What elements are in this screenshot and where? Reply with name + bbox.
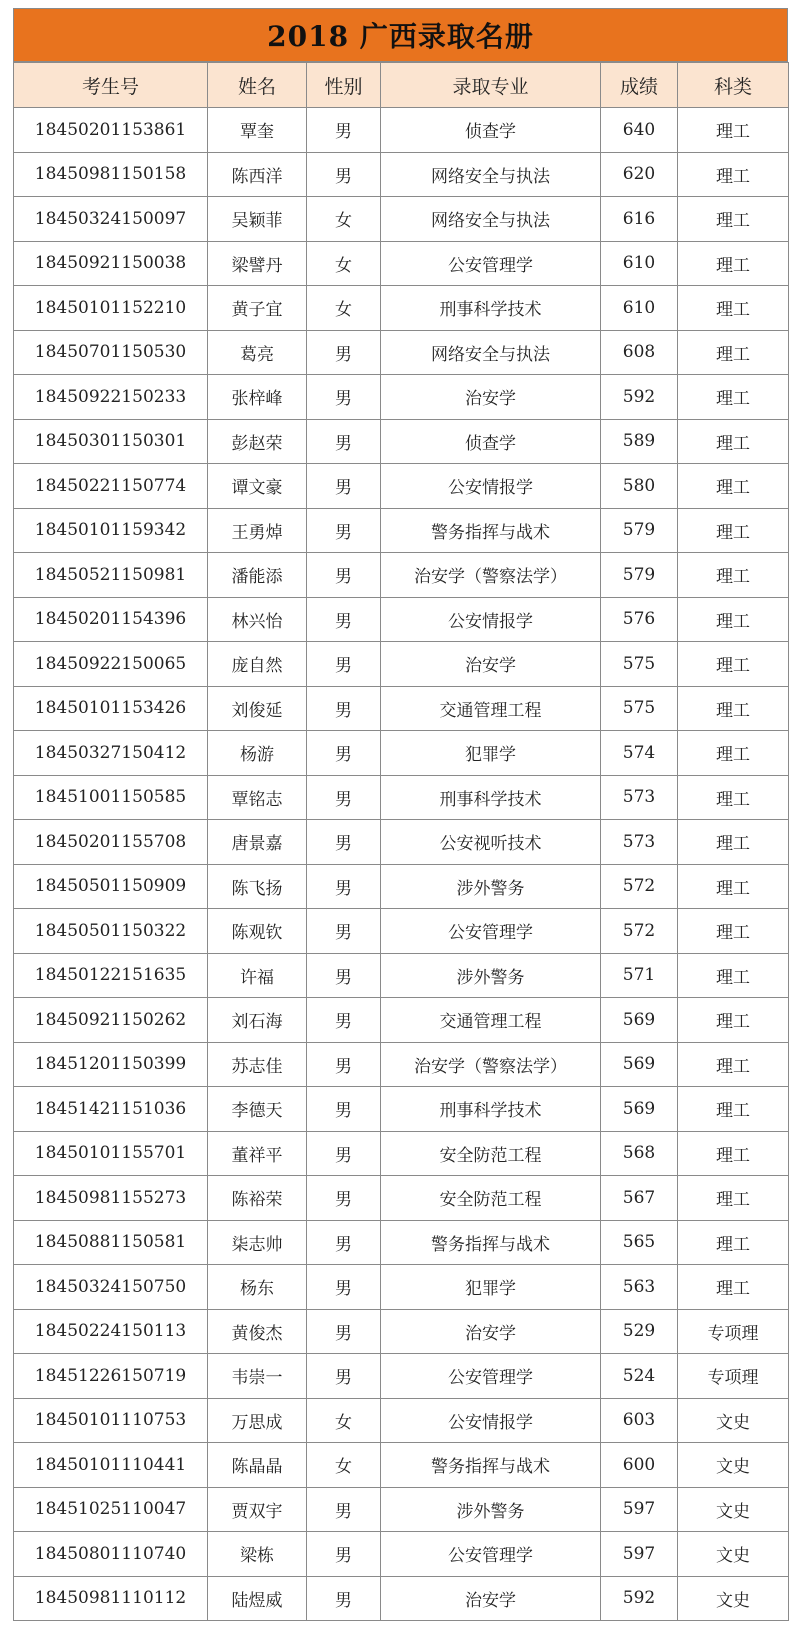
table-row — [14, 1532, 789, 1577]
column-header-category: 科类 — [678, 63, 789, 108]
cell-gender: 男 — [307, 597, 381, 642]
cell-category: 理工 — [678, 864, 789, 909]
cell-name: 董祥平 — [208, 1131, 307, 1176]
cell-exam-id: 18450324150750 — [14, 1265, 208, 1310]
table-row — [14, 953, 789, 998]
cell-category: 理工 — [678, 642, 789, 687]
cell-score: 579 — [601, 553, 678, 598]
cell-score: 597 — [601, 1487, 678, 1532]
table-row — [14, 731, 789, 776]
cell-category: 文史 — [678, 1487, 789, 1532]
cell-gender: 男 — [307, 508, 381, 553]
cell-exam-id: 18450922150233 — [14, 375, 208, 420]
cell-gender: 男 — [307, 998, 381, 1043]
cell-gender: 男 — [307, 1220, 381, 1265]
cell-name: 梁譬丹 — [208, 241, 307, 286]
cell-exam-id: 18451226150719 — [14, 1354, 208, 1399]
table-row — [14, 998, 789, 1043]
cell-score: 592 — [601, 375, 678, 420]
cell-exam-id: 18450101152210 — [14, 286, 208, 331]
cell-category: 专项理 — [678, 1354, 789, 1399]
cell-name: 陈观钦 — [208, 909, 307, 954]
cell-major: 侦查学 — [381, 419, 601, 464]
cell-category: 理工 — [678, 731, 789, 776]
cell-exam-id: 18450221150774 — [14, 464, 208, 509]
cell-major: 公安情报学 — [381, 464, 601, 509]
table-row — [14, 597, 789, 642]
cell-major: 治安学（警察法学） — [381, 553, 601, 598]
cell-category: 理工 — [678, 1087, 789, 1132]
cell-category: 理工 — [678, 909, 789, 954]
cell-name: 潘能添 — [208, 553, 307, 598]
cell-major: 警务指挥与战术 — [381, 508, 601, 553]
cell-exam-id: 18450922150065 — [14, 642, 208, 687]
cell-exam-id: 18450101110441 — [14, 1443, 208, 1488]
cell-major: 治安学 — [381, 375, 601, 420]
column-header-gender: 性别 — [307, 63, 381, 108]
cell-exam-id: 18451001150585 — [14, 775, 208, 820]
table-row — [14, 419, 789, 464]
header-row — [14, 63, 789, 108]
cell-score: 567 — [601, 1176, 678, 1221]
cell-major: 侦查学 — [381, 108, 601, 153]
cell-category: 文史 — [678, 1532, 789, 1577]
column-header-score: 成绩 — [601, 63, 678, 108]
cell-major: 犯罪学 — [381, 731, 601, 776]
cell-score: 603 — [601, 1398, 678, 1443]
cell-score: 569 — [601, 998, 678, 1043]
column-header-exam-id: 考生号 — [14, 63, 208, 108]
table-row — [14, 286, 789, 331]
cell-gender: 男 — [307, 1309, 381, 1354]
cell-major: 网络安全与执法 — [381, 152, 601, 197]
cell-major: 交通管理工程 — [381, 686, 601, 731]
cell-major: 警务指挥与战术 — [381, 1220, 601, 1265]
cell-score: 568 — [601, 1131, 678, 1176]
cell-category: 理工 — [678, 419, 789, 464]
cell-score: 579 — [601, 508, 678, 553]
cell-exam-id: 18450701150530 — [14, 330, 208, 375]
cell-major: 网络安全与执法 — [381, 330, 601, 375]
cell-exam-id: 18450101159342 — [14, 508, 208, 553]
cell-category: 文史 — [678, 1443, 789, 1488]
table-row — [14, 1398, 789, 1443]
table-row — [14, 1443, 789, 1488]
cell-category: 理工 — [678, 1176, 789, 1221]
page-title: 2018 广西录取名册 — [267, 20, 534, 53]
cell-score: 569 — [601, 1087, 678, 1132]
cell-major: 安全防范工程 — [381, 1131, 601, 1176]
cell-category: 理工 — [678, 820, 789, 865]
cell-category: 文史 — [678, 1576, 789, 1621]
cell-gender: 男 — [307, 909, 381, 954]
cell-score: 529 — [601, 1309, 678, 1354]
cell-name: 许福 — [208, 953, 307, 998]
cell-gender: 男 — [307, 1087, 381, 1132]
cell-exam-id: 18450521150981 — [14, 553, 208, 598]
table-body — [14, 108, 789, 1621]
cell-exam-id: 18450501150909 — [14, 864, 208, 909]
cell-score: 572 — [601, 864, 678, 909]
cell-gender: 男 — [307, 330, 381, 375]
cell-score: 576 — [601, 597, 678, 642]
cell-name: 苏志佳 — [208, 1042, 307, 1087]
cell-gender: 女 — [307, 241, 381, 286]
cell-exam-id: 18450201153861 — [14, 108, 208, 153]
table-row — [14, 1265, 789, 1310]
cell-category: 理工 — [678, 1131, 789, 1176]
cell-major: 涉外警务 — [381, 864, 601, 909]
cell-major: 交通管理工程 — [381, 998, 601, 1043]
cell-name: 陈西洋 — [208, 152, 307, 197]
cell-gender: 男 — [307, 375, 381, 420]
cell-gender: 男 — [307, 152, 381, 197]
cell-name: 王勇焯 — [208, 508, 307, 553]
table-row — [14, 1354, 789, 1399]
table-row — [14, 1220, 789, 1265]
column-header-name: 姓名 — [208, 63, 307, 108]
cell-name: 刘俊延 — [208, 686, 307, 731]
cell-score: 569 — [601, 1042, 678, 1087]
table-row — [14, 197, 789, 242]
table-row — [14, 152, 789, 197]
cell-score: 574 — [601, 731, 678, 776]
cell-score: 616 — [601, 197, 678, 242]
cell-major: 治安学 — [381, 642, 601, 687]
table-row — [14, 553, 789, 598]
cell-gender: 男 — [307, 1131, 381, 1176]
cell-major: 公安情报学 — [381, 1398, 601, 1443]
cell-major: 涉外警务 — [381, 1487, 601, 1532]
cell-name: 陈晶晶 — [208, 1443, 307, 1488]
cell-gender: 女 — [307, 1398, 381, 1443]
cell-score: 580 — [601, 464, 678, 509]
cell-category: 文史 — [678, 1398, 789, 1443]
cell-major: 犯罪学 — [381, 1265, 601, 1310]
cell-name: 黄俊杰 — [208, 1309, 307, 1354]
cell-gender: 女 — [307, 197, 381, 242]
cell-major: 公安管理学 — [381, 1532, 601, 1577]
cell-category: 理工 — [678, 108, 789, 153]
cell-exam-id: 18451421151036 — [14, 1087, 208, 1132]
cell-gender: 男 — [307, 686, 381, 731]
title-bar — [13, 8, 788, 62]
cell-name: 覃铭志 — [208, 775, 307, 820]
cell-score: 573 — [601, 820, 678, 865]
table-row — [14, 375, 789, 420]
cell-exam-id: 18450981150158 — [14, 152, 208, 197]
cell-name: 吴颖菲 — [208, 197, 307, 242]
cell-category: 理工 — [678, 286, 789, 331]
cell-major: 公安情报学 — [381, 597, 601, 642]
cell-gender: 女 — [307, 286, 381, 331]
cell-score: 572 — [601, 909, 678, 954]
table-row — [14, 820, 789, 865]
table-row — [14, 775, 789, 820]
cell-exam-id: 18450501150322 — [14, 909, 208, 954]
table-row — [14, 108, 789, 153]
cell-category: 理工 — [678, 241, 789, 286]
cell-major: 网络安全与执法 — [381, 197, 601, 242]
cell-category: 理工 — [678, 1042, 789, 1087]
cell-exam-id: 18450981155273 — [14, 1176, 208, 1221]
cell-name: 陈裕荣 — [208, 1176, 307, 1221]
cell-major: 安全防范工程 — [381, 1176, 601, 1221]
cell-gender: 男 — [307, 1265, 381, 1310]
cell-name: 万思成 — [208, 1398, 307, 1443]
cell-gender: 男 — [307, 642, 381, 687]
cell-score: 610 — [601, 241, 678, 286]
table-row — [14, 508, 789, 553]
cell-major: 公安管理学 — [381, 909, 601, 954]
cell-score: 608 — [601, 330, 678, 375]
cell-exam-id: 18450201155708 — [14, 820, 208, 865]
cell-exam-id: 18450921150262 — [14, 998, 208, 1043]
column-header-major: 录取专业 — [381, 63, 601, 108]
cell-gender: 男 — [307, 953, 381, 998]
cell-gender: 男 — [307, 775, 381, 820]
cell-gender: 男 — [307, 731, 381, 776]
cell-major: 公安视听技术 — [381, 820, 601, 865]
cell-score: 565 — [601, 1220, 678, 1265]
cell-score: 524 — [601, 1354, 678, 1399]
cell-score: 620 — [601, 152, 678, 197]
cell-score: 571 — [601, 953, 678, 998]
cell-name: 陈飞扬 — [208, 864, 307, 909]
cell-exam-id: 18450981110112 — [14, 1576, 208, 1621]
cell-major: 治安学 — [381, 1576, 601, 1621]
cell-gender: 男 — [307, 1576, 381, 1621]
cell-exam-id: 18451201150399 — [14, 1042, 208, 1087]
cell-major: 公安管理学 — [381, 1354, 601, 1399]
cell-gender: 男 — [307, 820, 381, 865]
cell-category: 理工 — [678, 375, 789, 420]
cell-category: 理工 — [678, 197, 789, 242]
cell-exam-id: 18450301150301 — [14, 419, 208, 464]
cell-gender: 男 — [307, 108, 381, 153]
cell-category: 理工 — [678, 686, 789, 731]
cell-category: 理工 — [678, 508, 789, 553]
table-row — [14, 909, 789, 954]
cell-exam-id: 18450201154396 — [14, 597, 208, 642]
cell-exam-id: 18451025110047 — [14, 1487, 208, 1532]
cell-category: 理工 — [678, 1220, 789, 1265]
table-row — [14, 1042, 789, 1087]
cell-gender: 男 — [307, 553, 381, 598]
table-row — [14, 330, 789, 375]
cell-category: 理工 — [678, 998, 789, 1043]
cell-gender: 男 — [307, 1176, 381, 1221]
cell-exam-id: 18450122151635 — [14, 953, 208, 998]
cell-category: 理工 — [678, 1265, 789, 1310]
cell-name: 陆煜威 — [208, 1576, 307, 1621]
cell-name: 张梓峰 — [208, 375, 307, 420]
cell-name: 贾双宇 — [208, 1487, 307, 1532]
table-row — [14, 1131, 789, 1176]
cell-category: 理工 — [678, 330, 789, 375]
cell-exam-id: 18450101153426 — [14, 686, 208, 731]
table-header — [14, 63, 789, 108]
table-row — [14, 1176, 789, 1221]
cell-major: 刑事科学技术 — [381, 286, 601, 331]
table-row — [14, 642, 789, 687]
table-row — [14, 464, 789, 509]
cell-score: 575 — [601, 642, 678, 687]
cell-gender: 男 — [307, 1354, 381, 1399]
cell-exam-id: 18450881150581 — [14, 1220, 208, 1265]
cell-category: 专项理 — [678, 1309, 789, 1354]
cell-gender: 女 — [307, 1443, 381, 1488]
cell-gender: 男 — [307, 1042, 381, 1087]
cell-gender: 男 — [307, 419, 381, 464]
cell-exam-id: 18450224150113 — [14, 1309, 208, 1354]
table-row — [14, 1087, 789, 1132]
cell-exam-id: 18450101110753 — [14, 1398, 208, 1443]
cell-category: 理工 — [678, 953, 789, 998]
cell-name: 刘石海 — [208, 998, 307, 1043]
cell-exam-id: 18450921150038 — [14, 241, 208, 286]
cell-name: 庞自然 — [208, 642, 307, 687]
cell-name: 梁栋 — [208, 1532, 307, 1577]
cell-gender: 男 — [307, 1532, 381, 1577]
cell-name: 林兴怡 — [208, 597, 307, 642]
table-row — [14, 686, 789, 731]
cell-major: 公安管理学 — [381, 241, 601, 286]
table-row — [14, 241, 789, 286]
table-row — [14, 864, 789, 909]
cell-name: 李德天 — [208, 1087, 307, 1132]
cell-name: 葛亮 — [208, 330, 307, 375]
cell-name: 彭赵荣 — [208, 419, 307, 464]
cell-category: 理工 — [678, 775, 789, 820]
cell-score: 600 — [601, 1443, 678, 1488]
table-row — [14, 1576, 789, 1621]
cell-category: 理工 — [678, 553, 789, 598]
table-row — [14, 1309, 789, 1354]
cell-score: 589 — [601, 419, 678, 464]
cell-name: 杨东 — [208, 1265, 307, 1310]
cell-gender: 男 — [307, 1487, 381, 1532]
cell-name: 唐景嘉 — [208, 820, 307, 865]
cell-name: 韦崇一 — [208, 1354, 307, 1399]
admission-table — [13, 62, 789, 1621]
cell-major: 涉外警务 — [381, 953, 601, 998]
cell-exam-id: 18450327150412 — [14, 731, 208, 776]
cell-major: 刑事科学技术 — [381, 1087, 601, 1132]
cell-name: 杨游 — [208, 731, 307, 776]
cell-category: 理工 — [678, 464, 789, 509]
cell-score: 640 — [601, 108, 678, 153]
table-row — [14, 1487, 789, 1532]
cell-score: 592 — [601, 1576, 678, 1621]
cell-exam-id: 18450101155701 — [14, 1131, 208, 1176]
cell-category: 理工 — [678, 597, 789, 642]
cell-major: 警务指挥与战术 — [381, 1443, 601, 1488]
cell-gender: 男 — [307, 864, 381, 909]
cell-exam-id: 18450801110740 — [14, 1532, 208, 1577]
cell-major: 刑事科学技术 — [381, 775, 601, 820]
cell-score: 575 — [601, 686, 678, 731]
cell-name: 黄子宜 — [208, 286, 307, 331]
cell-score: 573 — [601, 775, 678, 820]
cell-name: 柒志帅 — [208, 1220, 307, 1265]
cell-major: 治安学 — [381, 1309, 601, 1354]
cell-category: 理工 — [678, 152, 789, 197]
cell-gender: 男 — [307, 464, 381, 509]
cell-score: 597 — [601, 1532, 678, 1577]
cell-score: 610 — [601, 286, 678, 331]
cell-exam-id: 18450324150097 — [14, 197, 208, 242]
cell-name: 谭文豪 — [208, 464, 307, 509]
admission-roster — [13, 8, 788, 1621]
cell-name: 覃奎 — [208, 108, 307, 153]
cell-major: 治安学（警察法学） — [381, 1042, 601, 1087]
cell-score: 563 — [601, 1265, 678, 1310]
